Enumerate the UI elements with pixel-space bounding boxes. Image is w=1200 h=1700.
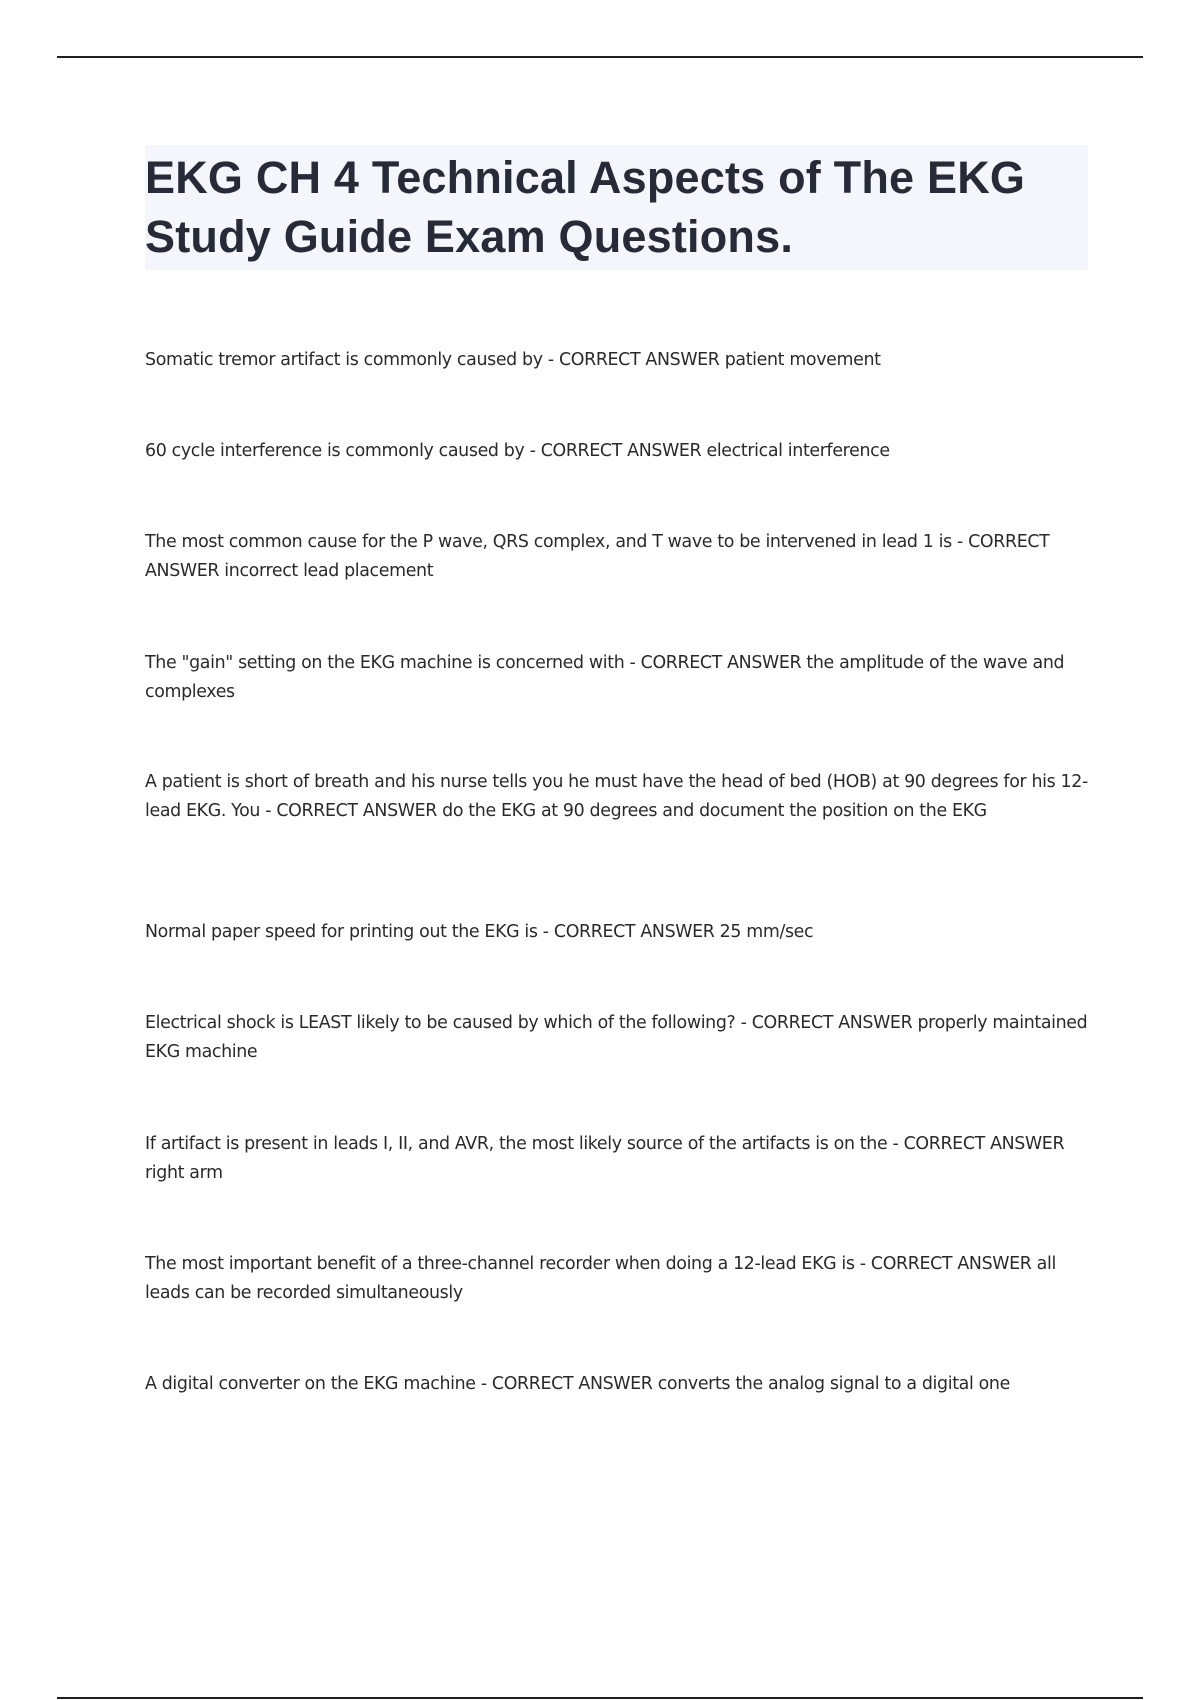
- question-item: The most common cause for the P wave, QRS complex, and T wave to be intervened in lead 1 is - CORRECT ANSWER incorrect lead placement: [145, 532, 1050, 581]
- question-item: Electrical shock is LEAST likely to be caused by which of the following? - CORRECT ANSWER properly maintained EKG machine: [145, 1013, 1088, 1062]
- top-divider: [57, 56, 1143, 58]
- question-item: The most important benefit of a three-channel recorder when doing a 12-lead EKG is - CORRECT ANSWER all leads can be recorded simultaneously: [145, 1254, 1056, 1303]
- question-item: A patient is short of breath and his nurse tells you he must have the head of bed (HOB) at 90 degrees for his 12-lead EKG. You - CORRECT ANSWER do the EKG at 90 degrees and document the position on the EKG: [145, 772, 1088, 821]
- question-item: If artifact is present in leads I, II, and AVR, the most likely source of the artifacts is on the - CORRECT ANSWER right arm: [145, 1134, 1065, 1183]
- question-item: Normal paper speed for printing out the EKG is - CORRECT ANSWER 25 mm/sec: [145, 922, 814, 942]
- question-item: The "gain" setting on the EKG machine is concerned with - CORRECT ANSWER the amplitude of the wave and complexes: [145, 653, 1065, 702]
- document-title: EKG CH 4 Technical Aspects of The EKG Study Guide Exam Questions.: [145, 152, 1026, 262]
- bottom-divider: [57, 1697, 1143, 1699]
- question-item: 60 cycle interference is commonly caused by - CORRECT ANSWER electrical interference: [145, 441, 890, 461]
- title-block: [145, 145, 1088, 270]
- question-item: Somatic tremor artifact is commonly caused by - CORRECT ANSWER patient movement: [145, 350, 881, 370]
- question-item: A digital converter on the EKG machine - CORRECT ANSWER converts the analog signal to a digital one: [145, 1374, 1010, 1394]
